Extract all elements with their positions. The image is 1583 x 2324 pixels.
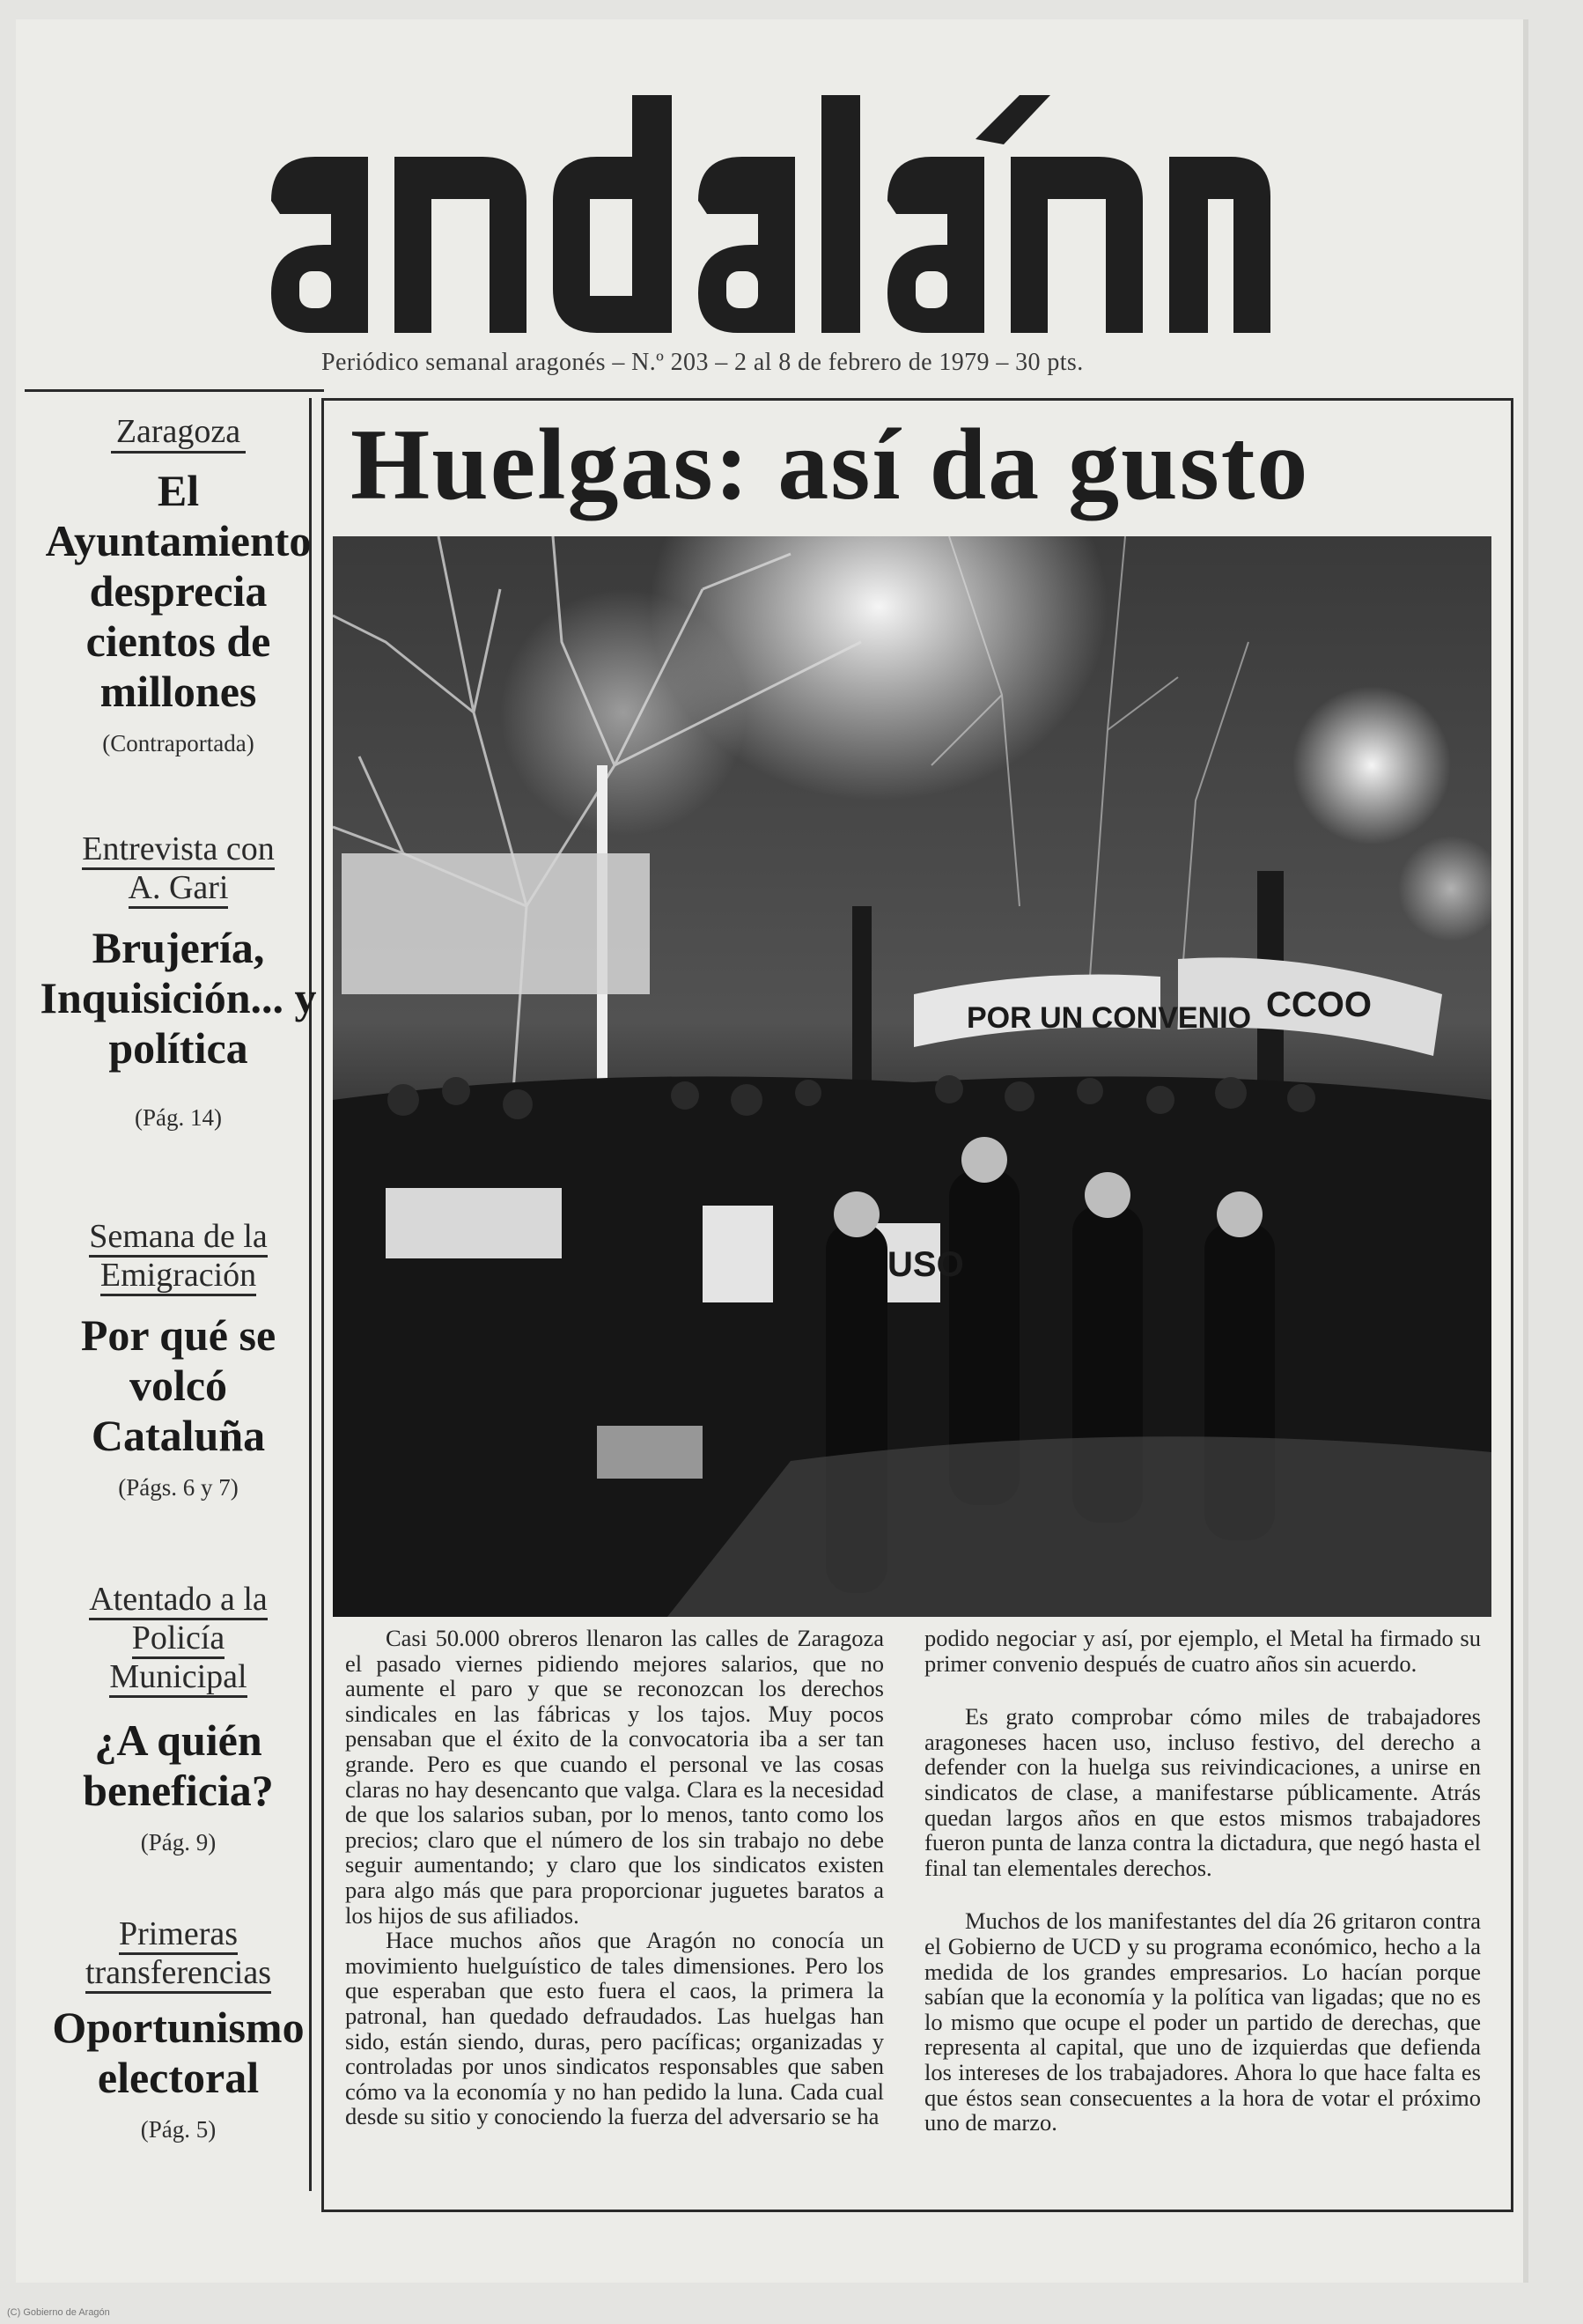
article-paragraph: Muchos de los manifestantes del día 26 gritaron contra el Gobierno de UCD y su programa económico, hecho a la medida de los grandes empresarios. Lo hacían porque sabían que la economía y la política van ligadas; que no es lo mismo que ocupe el poder un partido de derechas, que representa al capital, que uno de izquierdas que defienda los intereses de los trabajadores. Ahora lo que hace falta es que éstos sean consecuentes a la hora de votar el próximo uno de marzo. (924, 1907, 1481, 2136)
masthead-logo (262, 95, 1275, 333)
teaser[interactable] (26, 830, 330, 1132)
teaser-kicker-text: Primeras transferencias (85, 1915, 271, 1994)
teaser-kicker (64, 1915, 293, 1992)
teaser-page-ref: (Pág. 5) (140, 2116, 217, 2143)
teaser-kicker (82, 830, 276, 907)
article-column-2 (924, 1626, 1481, 2136)
article-column-1 (345, 1626, 884, 2129)
teaser-kicker-text: Semana de la Emigración (89, 1218, 268, 1296)
andalan-logo-graphic (262, 95, 1275, 333)
banner-text: CCOO (1266, 985, 1372, 1024)
teaser-kicker-text: Entrevista con A. Gari (82, 830, 274, 909)
teaser-headline: Brujería, Inquisición... y política (40, 923, 317, 1073)
teaser[interactable] (26, 1217, 330, 1501)
teaser-page-ref: (Pág. 14) (135, 1104, 222, 1131)
banner-text: POR UN CONVENIO (967, 1001, 1252, 1035)
article-paragraph: podido negociar y así, por ejemplo, el Metal ha firmado su primer convenio después de cuatro años sin acuerdo. (924, 1625, 1481, 1677)
teaser-kicker: Zaragoza (111, 414, 246, 454)
article-paragraph: Hace muchos años que Aragón no conocía un movimiento huelguístico de tales dimensiones. Pero los que esperaban que esto fuera el caos, la primera la patronal, han quedado defraudados. Las huelgas han sido, están siendo, duras, pero pacíficas; organizadas y controladas por unos sindicatos responsables que saben cómo va la economía y no han pedido la luna. Cada cual desde su sitio y conociendo la fuerza del adversario se ha (345, 1927, 884, 2130)
teaser[interactable] (26, 1580, 330, 1856)
teaser[interactable] (26, 1915, 330, 2143)
teaser[interactable] (26, 412, 330, 757)
teaser-page-ref: (Pág. 9) (140, 1829, 217, 1856)
teaser-headline: Oportunismo electoral (52, 2003, 305, 2102)
teaser-headline: El Ayuntamiento desprecia cientos de millones (45, 466, 312, 716)
photo-graphic (333, 536, 1491, 1617)
image-credit: (C) Gobierno de Aragón (7, 2307, 110, 2318)
teaser-headline: Por qué se volcó Cataluña (80, 1310, 276, 1460)
teaser-kicker (60, 1217, 298, 1295)
teaser-kicker-text: Atentado a la Policía Municipal (89, 1581, 268, 1698)
divider (25, 389, 324, 392)
demonstration-photo (333, 536, 1491, 1617)
article-paragraph: Es grato comprobar cómo miles de trabajadores aragoneses hacen uso, incluso festivo, del derecho a defender con la huelga sus reivindicaciones, a unirse en sindicatos de clase, a manifestarse públicamente. Atrás quedan largos años en que estos mismos trabajadores fueron punta de lanza contra la dictadura, que negó hasta el final tan elementales derechos. (924, 1703, 1481, 1881)
teaser-headline: ¿A quién beneficia? (83, 1715, 274, 1815)
masthead-subtitle: Periódico semanal aragonés – N.º 203 – 2 al 8 de febrero de 1979 – 30 pts. (321, 349, 1084, 376)
placard-text: USO (887, 1245, 964, 1284)
teaser-page-ref: (Contraportada) (102, 730, 254, 756)
lead-headline: Huelgas: así da gusto (350, 409, 1310, 521)
teaser-kicker (60, 1580, 298, 1696)
teaser-page-ref: (Págs. 6 y 7) (118, 1474, 239, 1501)
article-paragraph: Casi 50.000 obreros llenaron las calles de Zaragoza el pasado viernes pidiendo mejores salarios, que no aumente el paro y que se reconozcan los derechos sindicales en las fábricas y los tajos. Muy pocos pensaban que el éxito de la convocatoria iba a ser tan grande. Pero es que cuando el personal ve las cosas claras no hay desencanto que valga. Clara es la necesidad de que los salarios suban, por lo menos, tanto como los precios; claro que el número de los sin trabajo no debe seguir aumentando; y claro que los sindicatos existen para algo más que para proporcionar juguetes baratos a los hijos de sus afiliados. (345, 1625, 884, 1929)
